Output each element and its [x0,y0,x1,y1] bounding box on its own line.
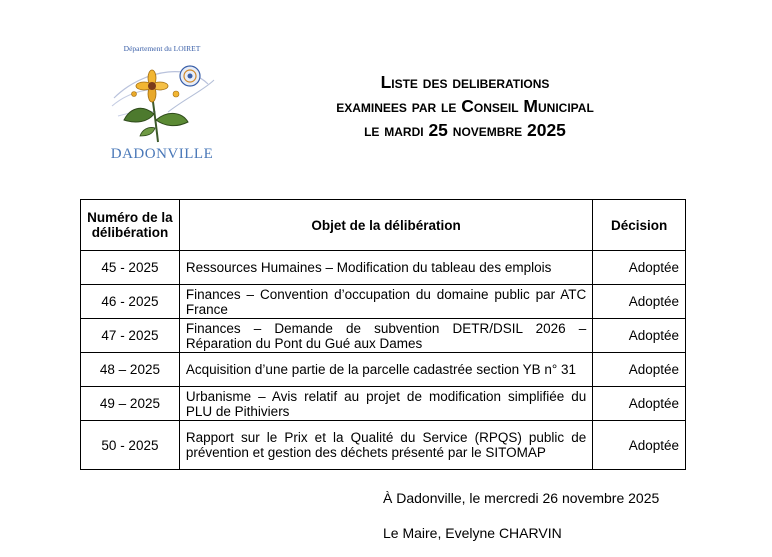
row-subject: Ressources Humaines – Modification du tableau des emplois [179,251,592,285]
row-decision: Adoptée [593,387,686,421]
row-number: 47 - 2025 [81,319,180,353]
mayor-signatory: Le Maire, Evelyne CHARVIN [383,525,562,541]
logo-department-label: Département du LOIRET [123,44,201,53]
row-number: 46 - 2025 [81,285,180,319]
row-subject: Finances – Demande de subvention DETR/DSIL 2026 – Réparation du Pont du Gué aux Dames [179,319,592,353]
row-subject: Acquisition d’une partie de la parcelle cadastrée section YB n° 31 [179,353,592,387]
table-row [81,319,686,353]
flower-emblem-icon [108,54,216,146]
deliberations-table [80,199,686,470]
row-decision: Adoptée [593,421,686,470]
title-line-1: Liste des deliberations [380,72,550,92]
page-title [250,70,680,142]
row-subject: Finances – Convention d’occupation du domaine public par ATC France [179,285,592,319]
header-subject: Objet de la délibération [179,200,592,251]
place-and-date: À Dadonville, le mercredi 26 novembre 2025 [383,490,660,506]
table-header-row [81,200,686,251]
header-number: Numéro de la délibération [81,200,180,251]
table-row [81,353,686,387]
logo-town-name: DADONVILLE [110,146,214,162]
title-line-2: examinees par le Conseil Municipal [336,96,594,116]
table-row [81,421,686,470]
header-decision: Décision [593,200,686,251]
table-row [81,285,686,319]
row-decision: Adoptée [593,285,686,319]
municipal-logo [104,40,220,164]
row-number: 45 - 2025 [81,251,180,285]
row-number: 50 - 2025 [81,421,180,470]
row-subject: Urbanisme – Avis relatif au projet de modification simplifiée du PLU de Pithiviers [179,387,592,421]
row-decision: Adoptée [593,251,686,285]
row-subject: Rapport sur le Prix et la Qualité du Service (RPQS) public de prévention et gestion des déchets présenté par le SITOMAP [179,421,592,470]
title-line-3: le mardi 25 novembre 2025 [364,120,566,140]
table-row [81,387,686,421]
row-decision: Adoptée [593,319,686,353]
row-number: 48 – 2025 [81,353,180,387]
row-decision: Adoptée [593,353,686,387]
table-row [81,251,686,285]
row-number: 49 – 2025 [81,387,180,421]
